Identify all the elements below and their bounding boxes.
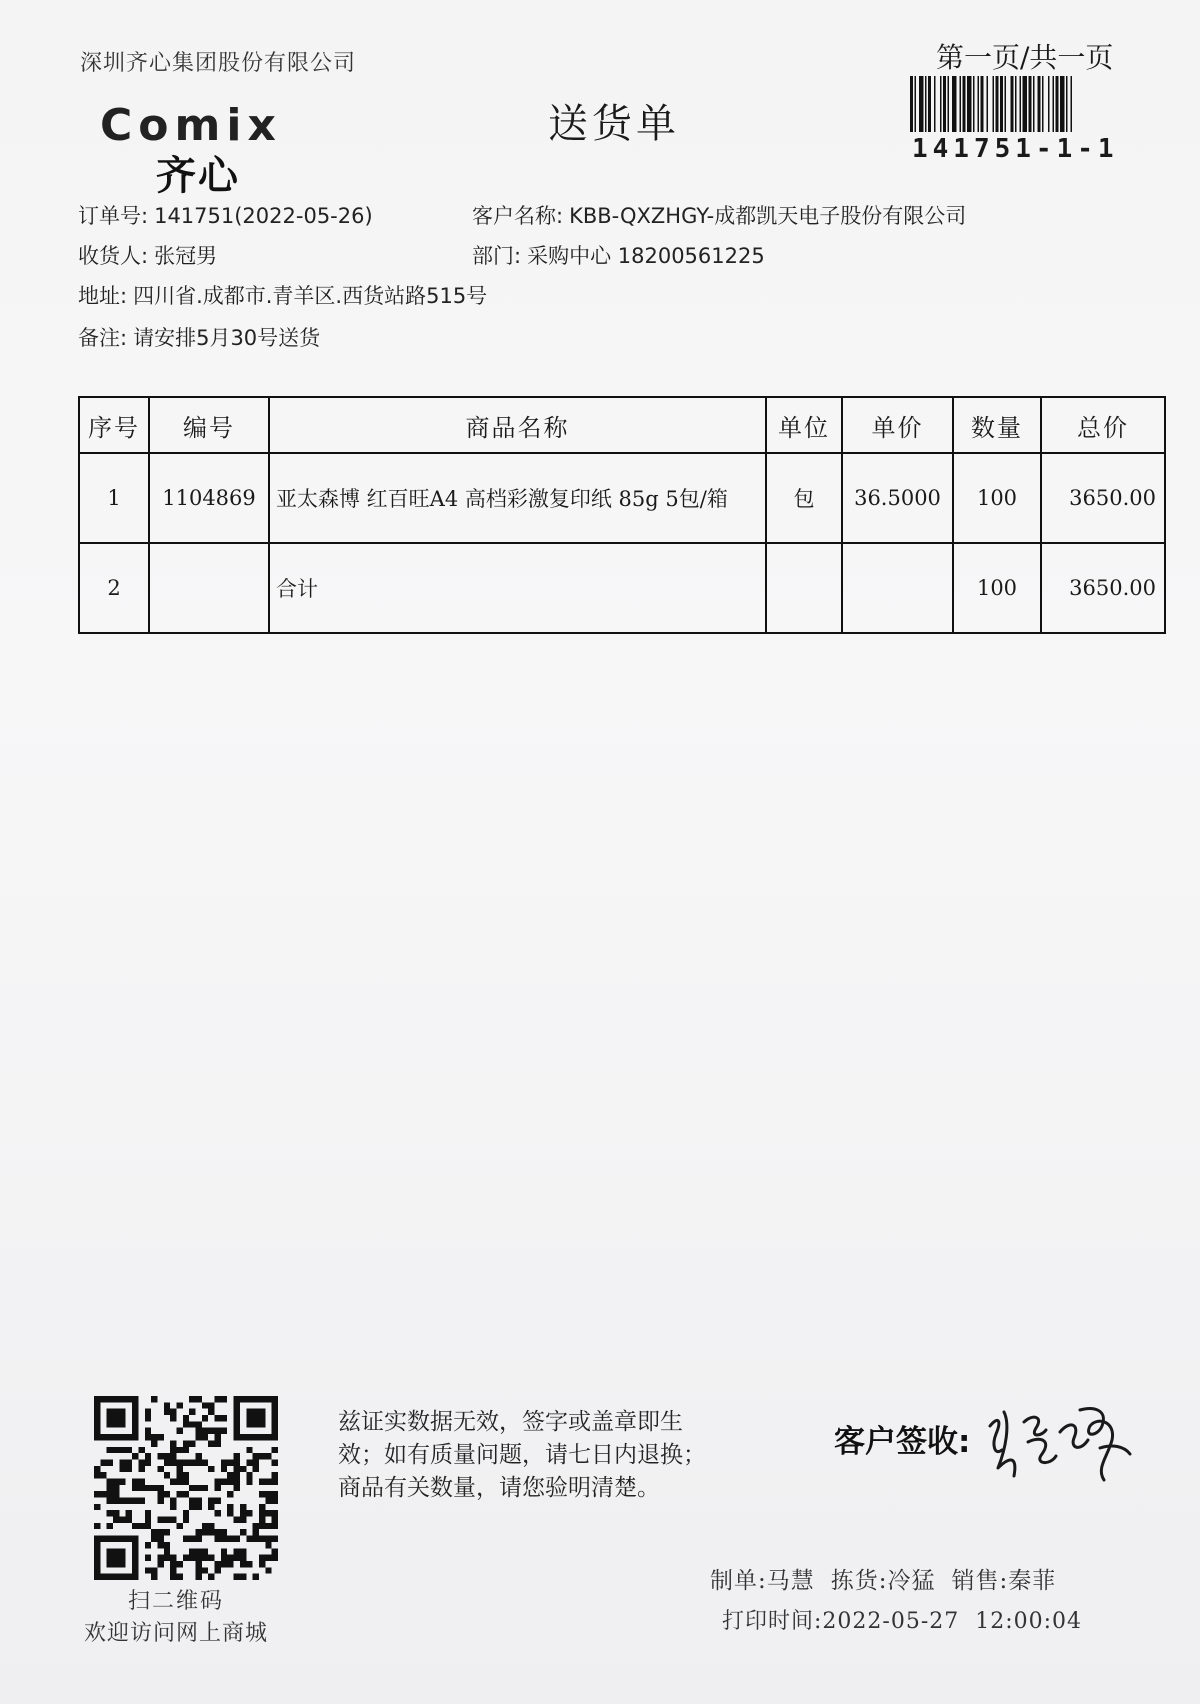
address-label: 地址: (78, 284, 128, 308)
qr-code-icon (94, 1396, 278, 1580)
barcode-number: 141751-1-1 (912, 134, 1119, 164)
logo-cn-text: 齐心 (156, 153, 240, 199)
col-header-seq: 序号 (79, 397, 149, 453)
cell-unit (766, 543, 842, 633)
department-field (472, 240, 765, 270)
cell-code: 1104869 (149, 453, 269, 543)
department-label: 部门: (472, 244, 522, 268)
picker-label: 拣货:冷猛 (830, 1568, 936, 1594)
col-header-code: 编号 (149, 397, 269, 453)
cell-price (842, 543, 953, 633)
maker-label: 制单:马慧 (710, 1568, 815, 1594)
col-header-unit: 单位 (766, 397, 842, 453)
qr-caption: 扫二维码 (128, 1589, 225, 1614)
document-title: 送货单 (548, 101, 680, 147)
customer-value: KBB-QXZHGY-成都凯天电子股份有限公司 (569, 204, 967, 228)
note-field (78, 322, 320, 352)
note-value: 请安排5月30号送货 (133, 326, 321, 350)
receiver-field (78, 240, 217, 270)
staff-info (710, 1562, 1072, 1595)
cell-qty: 100 (953, 543, 1041, 633)
customer-label: 客户名称: (472, 204, 564, 228)
receiver-value: 张冠男 (154, 244, 218, 268)
customer-signature-label: 客户签收: (834, 1424, 971, 1460)
notice-line: 商品有关数量，请您验明清楚。 (338, 1475, 660, 1501)
barcode-icon (910, 76, 1128, 132)
cell-unit: 包 (766, 453, 842, 543)
cell-seq: 1 (79, 453, 149, 543)
notice-text (338, 1406, 738, 1505)
note-label: 备注: (78, 326, 128, 350)
comix-logo (100, 100, 330, 199)
order-number-value: 141751(2022-05-26) (154, 204, 373, 228)
col-header-total: 总价 (1041, 397, 1165, 453)
cell-name: 合计 (269, 543, 766, 633)
address-value: 四川省.成都市.青羊区.西货站路515号 (133, 284, 488, 308)
cell-name: 亚太森博 红百旺A4 高档彩激复印纸 85g 5包/箱 (269, 453, 766, 543)
cell-seq: 2 (79, 543, 149, 633)
qr-caption-store: 欢迎访问网上商城 (84, 1621, 269, 1646)
col-header-qty: 数量 (953, 397, 1041, 453)
table-row (79, 453, 1165, 543)
table-row-total (79, 543, 1165, 633)
cell-qty: 100 (953, 453, 1041, 543)
table-header-row (79, 397, 1165, 453)
address-field (78, 280, 487, 310)
cell-total: 3650.00 (1041, 543, 1165, 633)
cell-price: 36.5000 (842, 453, 953, 543)
company-name: 深圳齐心集团股份有限公司 (80, 51, 357, 76)
cell-code (149, 543, 269, 633)
print-time: 打印时间:2022-05-27 12:00:04 (722, 1609, 1083, 1634)
logo-en-text: Comix (100, 100, 282, 151)
department-value: 采购中心 18200561225 (527, 244, 765, 268)
receiver-label: 收货人: (78, 244, 149, 268)
handwritten-signature (984, 1396, 1134, 1486)
customer-field (472, 200, 966, 230)
order-number-field (78, 200, 373, 230)
sales-label: 销售:秦菲 (951, 1568, 1057, 1594)
col-header-price: 单价 (842, 397, 953, 453)
items-table (78, 396, 1166, 634)
notice-line: 效；如有质量问题，请七日内退换； (338, 1442, 706, 1468)
page-indicator: 第一页/共一页 (936, 41, 1114, 74)
cell-total: 3650.00 (1041, 453, 1165, 543)
order-number-label: 订单号: (78, 204, 149, 228)
col-header-name: 商品名称 (269, 397, 766, 453)
notice-line: 兹证实数据无效，签字或盖章即生 (338, 1409, 683, 1435)
